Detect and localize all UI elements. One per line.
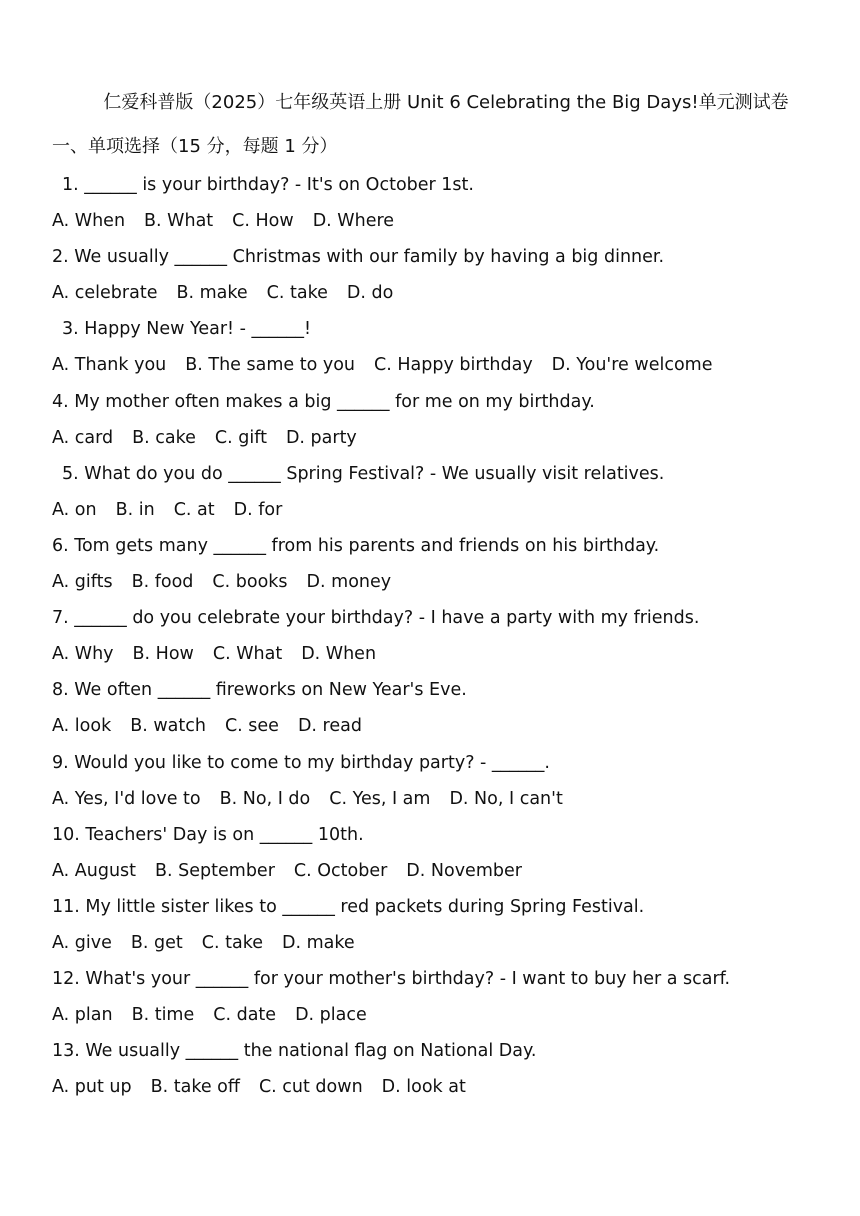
answer-options xyxy=(52,1000,842,1036)
question-item xyxy=(52,1036,842,1108)
answer-option: C. take xyxy=(201,932,263,953)
answer-option: A. When xyxy=(52,211,126,232)
answer-option: A. plan xyxy=(52,1005,113,1026)
answer-option: A. give xyxy=(52,932,112,953)
answer-option: C. gift xyxy=(214,427,267,448)
question-text: 2. We usually ______ Christmas with our family by having a big dinner. xyxy=(52,247,665,268)
question-list xyxy=(52,170,842,1108)
answer-option: D. for xyxy=(233,499,283,520)
answer-option: D. When xyxy=(301,644,377,665)
answer-option: C. at xyxy=(173,499,215,520)
question-item xyxy=(52,170,842,242)
answer-option: A. Why xyxy=(52,644,114,665)
answer-option: D. Where xyxy=(312,211,395,232)
answer-option: B. The same to you xyxy=(185,355,355,376)
answer-option: B. make xyxy=(176,283,248,304)
section-heading: 一、单项选择（15 分，每题 1 分） xyxy=(52,136,338,157)
answer-options xyxy=(52,856,842,892)
question-item xyxy=(52,314,842,386)
answer-option: D. make xyxy=(281,932,355,953)
answer-option: B. How xyxy=(132,644,194,665)
answer-option: A. celebrate xyxy=(52,283,158,304)
question-text: 6. Tom gets many ______ from his parents and friends on his birthday. xyxy=(52,535,660,556)
answer-options xyxy=(52,278,842,314)
answer-options xyxy=(52,350,842,386)
question-text: 9. Would you like to come to my birthday party? - ______. xyxy=(52,752,550,773)
answer-option: D. look at xyxy=(381,1077,466,1098)
question-item xyxy=(52,820,842,892)
answer-options xyxy=(52,206,842,242)
answer-option: C. date xyxy=(213,1005,277,1026)
question-text: 13. We usually ______ the national flag on National Day. xyxy=(52,1041,537,1062)
answer-option: D. party xyxy=(285,427,357,448)
answer-option: B. No, I do xyxy=(219,788,311,809)
question-text: 7. ______ do you celebrate your birthday? - I have a party with my friends. xyxy=(52,608,700,629)
question-text: 12. What's your ______ for your mother's birthday? - I want to buy her a scarf. xyxy=(52,969,731,990)
answer-option: B. take off xyxy=(150,1077,240,1098)
answer-option: B. What xyxy=(144,211,214,232)
answer-option: C. books xyxy=(212,572,288,593)
answer-option: C. What xyxy=(212,644,283,665)
answer-option: A. gifts xyxy=(52,572,113,593)
answer-option: A. look xyxy=(52,716,112,737)
answer-option: D. money xyxy=(306,572,392,593)
answer-option: A. Yes, I'd love to xyxy=(52,788,201,809)
answer-option: C. October xyxy=(293,860,388,881)
question-text: 10. Teachers' Day is on ______ 10th. xyxy=(52,824,364,845)
question-item xyxy=(52,459,842,531)
answer-option: B. get xyxy=(130,932,183,953)
question-item xyxy=(52,387,842,459)
question-text: 1. ______ is your birthday? - It's on October 1st. xyxy=(62,175,474,195)
answer-option: B. in xyxy=(115,499,155,520)
answer-option: D. November xyxy=(406,860,522,881)
answer-option: A. Thank you xyxy=(52,355,167,376)
question-item xyxy=(52,531,842,603)
question-item xyxy=(52,242,842,314)
answer-options xyxy=(52,711,842,747)
answer-option: B. watch xyxy=(130,716,206,737)
question-text: 3. Happy New Year! - ______! xyxy=(62,319,312,340)
answer-option: A. card xyxy=(52,427,114,448)
answer-options xyxy=(52,1072,842,1108)
question-text: 11. My little sister likes to ______ red packets during Spring Festival. xyxy=(52,896,645,917)
answer-option: B. September xyxy=(155,860,275,881)
answer-options xyxy=(52,567,842,603)
question-item xyxy=(52,892,842,964)
answer-option: C. take xyxy=(266,283,328,304)
answer-option: C. Happy birthday xyxy=(374,355,533,376)
answer-option: B. time xyxy=(131,1005,195,1026)
question-item xyxy=(52,964,842,1036)
page-title: 仁爱科普版（2025）七年级英语上册 Unit 6 Celebrating the Big Days!单元测试卷 xyxy=(103,92,789,113)
answer-option: A. August xyxy=(52,860,137,881)
answer-option: D. No, I can't xyxy=(449,788,563,809)
answer-option: A. put up xyxy=(52,1077,132,1098)
question-text: 4. My mother often makes a big ______ for me on my birthday. xyxy=(52,391,595,412)
answer-option: D. read xyxy=(297,716,362,737)
answer-option: B. food xyxy=(131,572,194,593)
question-text: 8. We often ______ fireworks on New Year's Eve. xyxy=(52,680,467,701)
answer-options xyxy=(52,495,842,531)
question-item xyxy=(52,748,842,820)
answer-option: C. cut down xyxy=(258,1077,363,1098)
answer-options xyxy=(52,928,842,964)
answer-option: B. cake xyxy=(132,427,196,448)
question-item xyxy=(52,675,842,747)
answer-option: C. How xyxy=(232,211,294,232)
answer-option: D. do xyxy=(346,283,394,304)
answer-option: A. on xyxy=(52,499,97,520)
question-item xyxy=(52,603,842,675)
question-text: 5. What do you do ______ Spring Festival? - We usually visit relatives. xyxy=(62,463,665,484)
answer-options xyxy=(52,784,842,820)
answer-option: D. place xyxy=(295,1005,367,1026)
answer-option: D. You're welcome xyxy=(551,355,713,376)
answer-option: C. Yes, I am xyxy=(329,788,431,809)
answer-options xyxy=(52,639,842,675)
answer-options xyxy=(52,423,842,459)
answer-option: C. see xyxy=(224,716,279,737)
